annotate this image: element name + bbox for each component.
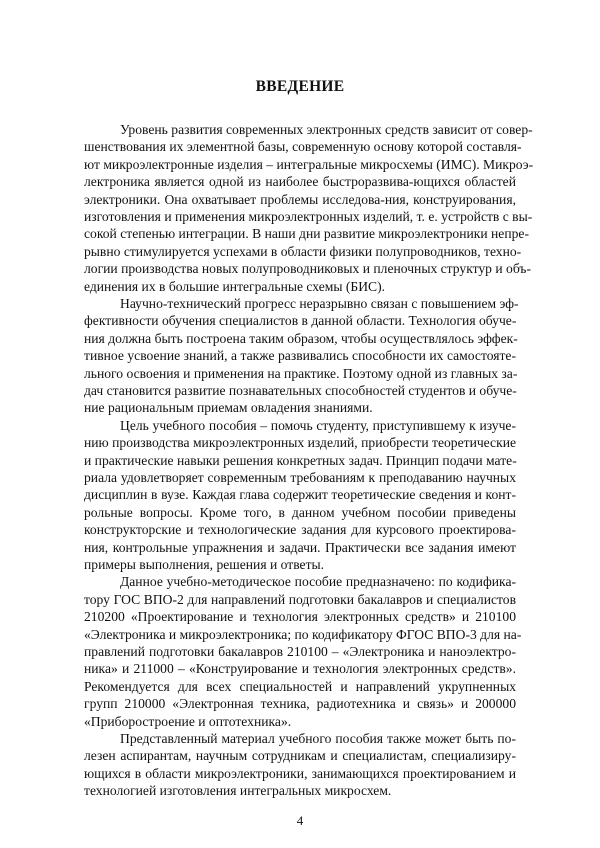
page-number: 4 xyxy=(296,813,304,828)
text-line: Уровень развития современных электронных средств зависит от совер- xyxy=(120,122,533,137)
text-line: «Электроника и микроэлектроника; по кодификатору ФГОС ВПО-3 для на- xyxy=(84,626,522,642)
text-line: групп 210000 «Электронная техника, радиотехника и связь» и 200000 xyxy=(84,696,516,712)
text-line: ние рациональным приемам овладения знаниями. xyxy=(84,400,373,416)
text-line: правлений подготовки бакалавров 210100 – «Электроника и наноэлектро- xyxy=(84,644,516,659)
text-line: ника» и 211000 – «Конструирование и технология электронных средств». xyxy=(84,661,516,677)
text-line: лектроника является одной из наиболее быстроразвива-ющихся областей xyxy=(84,174,516,190)
text-line: дисциплин в вузе. Каждая глава содержит теоретические сведения и конт- xyxy=(84,487,516,503)
text-line: нию производства микроэлектронных изделий, приобрести теоретические xyxy=(84,435,516,451)
text-line: «Приборостроение и оптотехника». xyxy=(84,713,292,729)
text-line: конструкторские и технологические задания для курсового проектирова- xyxy=(84,522,516,538)
text-line: электроники. Она охватывает проблемы исследова-ния, конструирования, xyxy=(84,191,516,207)
text-line: единения их в большие интегральные схемы (БИС). xyxy=(84,278,386,294)
text-line: шенствования их элементной базы, современную основу которой составля- xyxy=(84,139,522,155)
text-line: Представленный материал учебного пособия также может быть по- xyxy=(120,731,516,746)
text-line: ния, контрольные упражнения и задачи. Практически все задания имеют xyxy=(84,539,516,555)
text-line: Рекомендуется для всех специальностей и направлений укрупненных xyxy=(84,678,516,694)
text-line: технологией изготовления интегральных микросхем. xyxy=(84,783,392,799)
text-line: ния должна быть построена таким образом, чтобы осуществлялось эффек- xyxy=(84,330,518,346)
text-line: ют микроэлектронные изделия – интегральные микросхемы (ИМС). Микроэ- xyxy=(84,156,534,172)
text-line: 210200 «Проектирование и технология электронных средств» и 210100 xyxy=(84,609,516,625)
text-line: риала удовлетворяет современным требованиям к преподаванию научных xyxy=(84,470,516,485)
text-line: изготовления и применения микроэлектронных изделий, т. е. устройств с вы- xyxy=(84,209,533,224)
text-line: тору ГОС ВПО-2 для направлений подготовки бакалавров и специалистов xyxy=(84,591,516,607)
text-line: тивное усвоение знаний, а также развивались способности их самостояте- xyxy=(84,348,516,364)
text-line: лезен аспирантам, научным сотрудникам и специалистам, специализиру- xyxy=(84,748,516,764)
text-line: Данное учебно-методическое пособие предназначено: по кодифика- xyxy=(120,574,516,590)
text-line: ющихся в области микроэлектроники, занимающихся проектированием и xyxy=(84,765,516,781)
text-line: льного освоения и применения на практике. Поэтому одной из главных за- xyxy=(84,365,518,381)
text-line: сокой степенью интеграции. В наши дни развитие микроэлектроники непре- xyxy=(84,226,529,242)
text-line: дач становится развитие познавательных способностей студентов и обуче- xyxy=(84,383,517,398)
text-line: рольные вопросы. Кроме того, в данном учебном пособии приведены xyxy=(84,504,516,520)
text-line: Цель учебного пособия – помочь студенту, приступившему к изуче- xyxy=(120,417,516,433)
text-line: Научно-технический прогресс неразрывно связан с повышением эф- xyxy=(120,296,519,311)
text-line: логии производства новых полупроводниковых и пленочных структур и объ- xyxy=(84,261,531,277)
text-line: примеры выполнения, решения и ответы. xyxy=(84,557,325,572)
page-title: ВВЕДЕНИЕ xyxy=(255,78,345,95)
text-line: рывно стимулируется успехами в области физики полупроводников, техно- xyxy=(84,243,522,259)
text-line: и практические навыки решения конкретных задач. Принцип подачи мате- xyxy=(84,452,517,468)
text-line: фективности обучения специалистов в данной области. Технология обуче- xyxy=(84,313,517,329)
